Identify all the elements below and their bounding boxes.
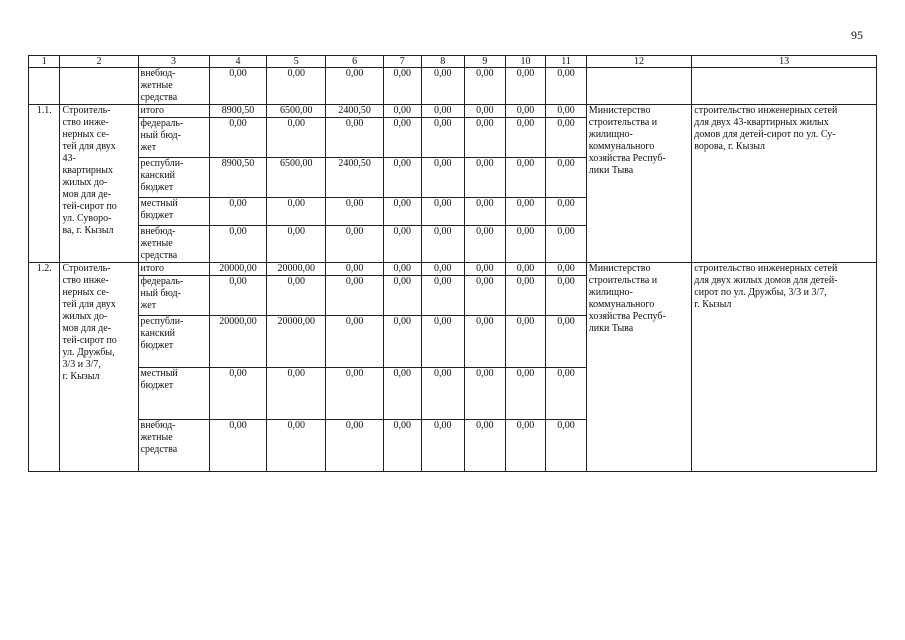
amount-cell: 6500,00: [267, 158, 326, 198]
amount-cell: 0,00: [505, 68, 546, 105]
result-cell: строительство инженерных сетей для двух 43-квартирных жилых домов для детей-сирот по ул. Су- ворова, г. Кызыл: [692, 105, 877, 263]
amount-cell: 0,00: [421, 263, 465, 276]
amount-cell: 0,00: [505, 105, 546, 118]
amount-cell: 0,00: [326, 368, 384, 420]
funding-source-cell: итого: [138, 105, 209, 118]
amount-cell: 0,00: [546, 420, 587, 472]
result-cell: [692, 68, 877, 105]
row-number-cell: 1.1.: [29, 105, 60, 263]
amount-cell: 0,00: [383, 105, 421, 118]
column-number: 7: [383, 56, 421, 68]
amount-cell: 0,00: [465, 226, 506, 263]
amount-cell: 0,00: [505, 316, 546, 368]
row-number-cell: [29, 68, 60, 105]
funding-source-cell: местный бюджет: [138, 198, 209, 226]
amount-cell: 0,00: [421, 68, 465, 105]
amount-cell: 0,00: [209, 118, 267, 158]
amount-cell: 0,00: [546, 276, 587, 316]
column-number: 6: [326, 56, 384, 68]
amount-cell: 0,00: [209, 226, 267, 263]
column-number: 1: [29, 56, 60, 68]
amount-cell: 0,00: [267, 68, 326, 105]
amount-cell: 0,00: [465, 420, 506, 472]
amount-cell: 0,00: [546, 105, 587, 118]
amount-cell: 0,00: [465, 263, 506, 276]
executor-cell: [586, 68, 691, 105]
program-table: [28, 55, 877, 472]
amount-cell: 0,00: [267, 276, 326, 316]
amount-cell: 0,00: [383, 158, 421, 198]
executor-cell: Министерство строительства и жилищно- коммунального хозяйства Респуб- лики Тыва: [586, 263, 691, 472]
amount-cell: 0,00: [546, 198, 587, 226]
amount-cell: 0,00: [267, 420, 326, 472]
amount-cell: 0,00: [326, 226, 384, 263]
continuation-row: [29, 68, 877, 105]
amount-cell: 0,00: [267, 368, 326, 420]
amount-cell: 0,00: [421, 316, 465, 368]
amount-cell: 0,00: [465, 105, 506, 118]
executor-cell: Министерство строительства и жилищно- коммунального хозяйства Респуб- лики Тыва: [586, 105, 691, 263]
amount-cell: 0,00: [465, 198, 506, 226]
column-number: 11: [546, 56, 587, 68]
column-number: 3: [138, 56, 209, 68]
amount-cell: 0,00: [267, 198, 326, 226]
amount-cell: 2400,50: [326, 158, 384, 198]
amount-cell: 0,00: [326, 316, 384, 368]
amount-cell: 0,00: [465, 316, 506, 368]
amount-cell: 0,00: [421, 368, 465, 420]
funding-row: [29, 263, 877, 276]
page-number: 95: [851, 28, 863, 42]
column-number-row: [29, 56, 877, 68]
amount-cell: 0,00: [383, 118, 421, 158]
amount-cell: 2400,50: [326, 105, 384, 118]
amount-cell: 0,00: [546, 368, 587, 420]
funding-source-cell: федераль- ный бюд- жет: [138, 276, 209, 316]
amount-cell: 0,00: [209, 368, 267, 420]
amount-cell: 0,00: [209, 420, 267, 472]
amount-cell: 0,00: [505, 158, 546, 198]
amount-cell: 0,00: [326, 198, 384, 226]
column-number: 10: [505, 56, 546, 68]
amount-cell: 0,00: [421, 420, 465, 472]
amount-cell: 0,00: [326, 68, 384, 105]
amount-cell: 0,00: [209, 198, 267, 226]
amount-cell: 0,00: [267, 118, 326, 158]
amount-cell: 0,00: [383, 198, 421, 226]
amount-cell: 8900,50: [209, 158, 267, 198]
amount-cell: 20000,00: [209, 263, 267, 276]
amount-cell: 0,00: [383, 276, 421, 316]
amount-cell: 0,00: [505, 118, 546, 158]
amount-cell: 0,00: [383, 368, 421, 420]
amount-cell: 0,00: [421, 158, 465, 198]
column-number: 9: [465, 56, 506, 68]
amount-cell: 0,00: [546, 118, 587, 158]
amount-cell: 0,00: [505, 263, 546, 276]
funding-source-cell: федераль- ный бюд- жет: [138, 118, 209, 158]
funding-source-cell: итого: [138, 263, 209, 276]
amount-cell: 0,00: [505, 226, 546, 263]
amount-cell: 0,00: [383, 263, 421, 276]
amount-cell: 0,00: [421, 198, 465, 226]
amount-cell: 0,00: [421, 105, 465, 118]
amount-cell: 0,00: [421, 118, 465, 158]
amount-cell: 8900,50: [209, 105, 267, 118]
amount-cell: 0,00: [465, 118, 506, 158]
column-number: 8: [421, 56, 465, 68]
row-number-cell: 1.2.: [29, 263, 60, 472]
amount-cell: 0,00: [326, 263, 384, 276]
amount-cell: 0,00: [383, 316, 421, 368]
measure-name-cell: Строитель- ство инже- нерных се- тей для двух 43- квартирных жилых до- мов для де- тей-сирот по ул. Суворо- ва, г. Кызыл: [60, 105, 138, 263]
amount-cell: 0,00: [421, 226, 465, 263]
funding-source-cell: местный бюджет: [138, 368, 209, 420]
amount-cell: 20000,00: [267, 316, 326, 368]
amount-cell: 0,00: [505, 420, 546, 472]
amount-cell: 0,00: [209, 68, 267, 105]
funding-source-cell: республи- канский бюджет: [138, 158, 209, 198]
amount-cell: 0,00: [465, 368, 506, 420]
amount-cell: 0,00: [546, 263, 587, 276]
amount-cell: 0,00: [421, 276, 465, 316]
amount-cell: 0,00: [267, 226, 326, 263]
funding-source-cell: внебюд- жетные средства: [138, 68, 209, 105]
amount-cell: 20000,00: [267, 263, 326, 276]
amount-cell: 20000,00: [209, 316, 267, 368]
funding-row: [29, 105, 877, 118]
amount-cell: 0,00: [326, 420, 384, 472]
column-number: 13: [692, 56, 877, 68]
amount-cell: 0,00: [505, 276, 546, 316]
amount-cell: 0,00: [209, 276, 267, 316]
amount-cell: 0,00: [465, 68, 506, 105]
column-number: 4: [209, 56, 267, 68]
amount-cell: 0,00: [465, 158, 506, 198]
funding-source-cell: республи- канский бюджет: [138, 316, 209, 368]
amount-cell: 0,00: [465, 276, 506, 316]
amount-cell: 0,00: [383, 226, 421, 263]
amount-cell: 0,00: [546, 226, 587, 263]
funding-source-cell: внебюд- жетные средства: [138, 226, 209, 263]
amount-cell: 0,00: [505, 198, 546, 226]
amount-cell: 0,00: [546, 158, 587, 198]
amount-cell: 0,00: [546, 316, 587, 368]
amount-cell: 0,00: [383, 68, 421, 105]
amount-cell: 0,00: [383, 420, 421, 472]
measure-name-cell: Строитель- ство инже- нерных се- тей для двух жилых до- мов для де- тей-сирот по ул. Дружбы, 3/3 и 3/7, г. Кызыл: [60, 263, 138, 472]
amount-cell: 6500,00: [267, 105, 326, 118]
amount-cell: 0,00: [326, 118, 384, 158]
funding-source-cell: внебюд- жетные средства: [138, 420, 209, 472]
measure-name-cell: [60, 68, 138, 105]
column-number: 2: [60, 56, 138, 68]
column-number: 5: [267, 56, 326, 68]
amount-cell: 0,00: [326, 276, 384, 316]
amount-cell: 0,00: [546, 68, 587, 105]
result-cell: строительство инженерных сетей для двух жилых домов для детей- сирот по ул. Дружбы, 3/3 и 3/7, г. Кызыл: [692, 263, 877, 472]
column-number: 12: [586, 56, 691, 68]
amount-cell: 0,00: [505, 368, 546, 420]
